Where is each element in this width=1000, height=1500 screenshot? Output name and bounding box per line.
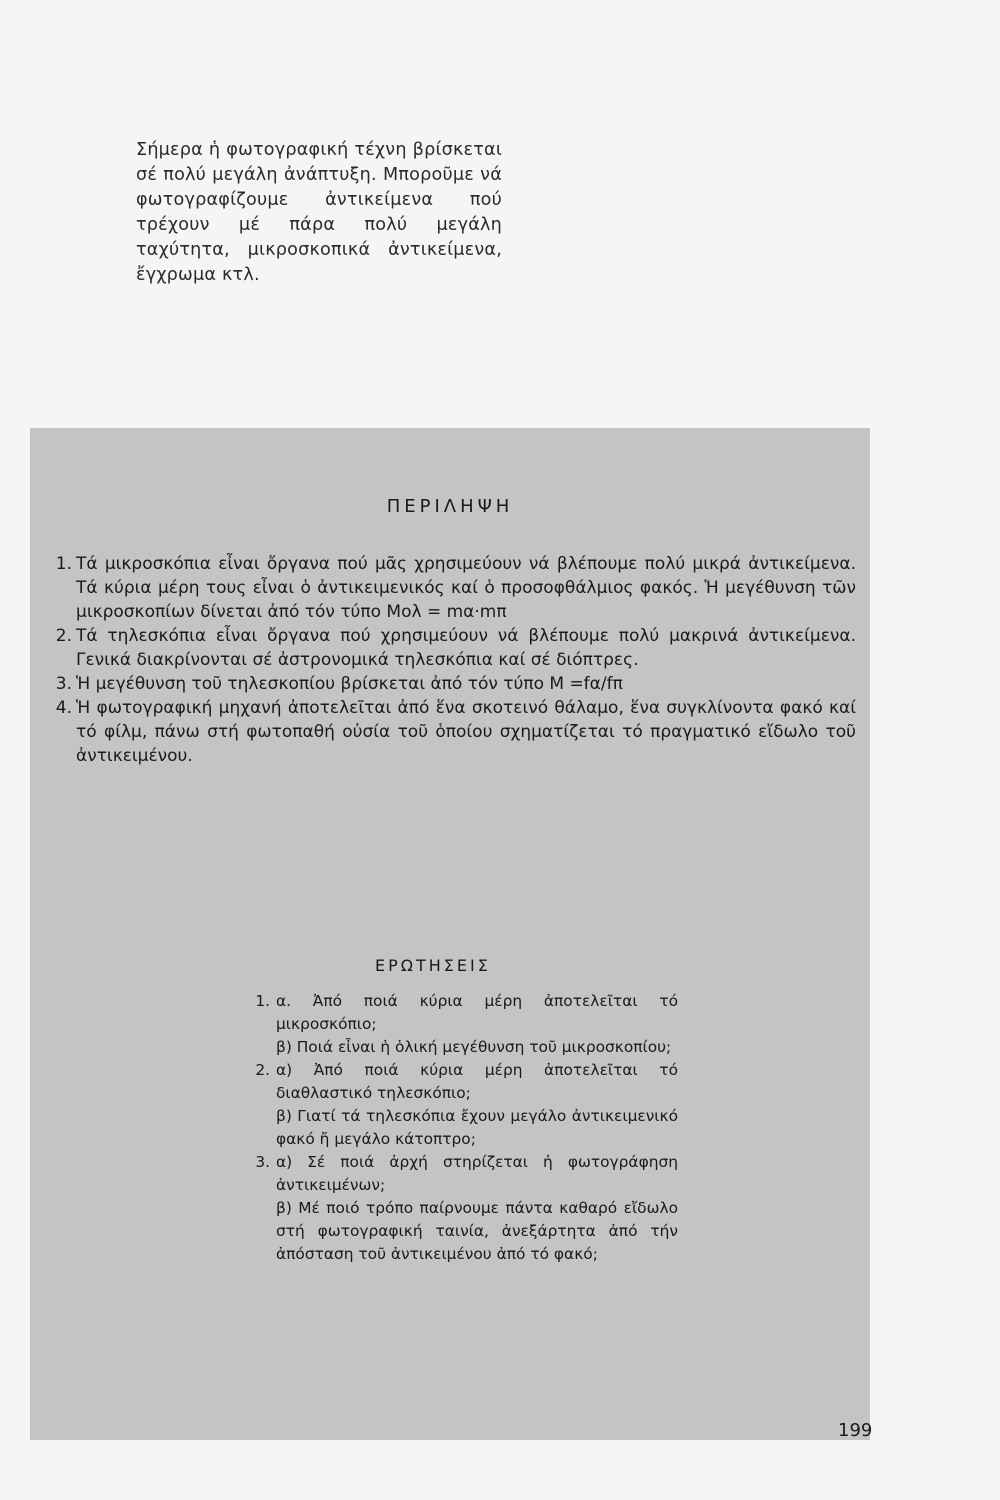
question-part-a: α. Ἀπό ποιά κύρια μέρη ἀποτελεῖται τό μικροσκόπιο;	[276, 992, 678, 1033]
summary-item-text: Ἡ φωτογραφική μηχανή ἀποτελεῖται ἀπό ἕνα σκοτεινό θάλαμο, ἕνα συγκλίνοντα φακό καί τό φίλμ, πάνω στή φωτοπαθή οὐσία τοῦ ὁποίου σχηματίζεται τό πραγματικό εἴδωλο τοῦ ἀντικειμένου.	[76, 698, 856, 766]
summary-item	[44, 696, 856, 768]
question-number: 3.	[255, 1153, 270, 1171]
questions-title: ΕΡΩΤΗΣΕΙΣ	[375, 956, 491, 975]
summary-item	[44, 672, 856, 696]
question-item	[248, 990, 678, 1059]
summary-item-number: 4.	[55, 698, 72, 718]
questions-list	[248, 990, 678, 1266]
summary-title: ΠΕΡΙΛΗΨΗ	[386, 496, 514, 517]
summary-item	[44, 624, 856, 672]
question-part-b: β) Μέ ποιό τρόπο παίρνουμε πάντα καθαρό εἴδωλο στή φωτογραφική ταινία, ἀνεξάρτητα ἀπό τήν ἀπόσταση τοῦ ἀντικειμένου ἀπό τό φακό;	[276, 1199, 678, 1263]
question-number: 2.	[255, 1061, 270, 1079]
summary-item-text: Ἡ μεγέθυνση τοῦ τηλεσκοπίου βρίσκεται ἀπό τόν τύπο M =fα/fπ	[76, 674, 623, 694]
question-item	[248, 1059, 678, 1151]
summary-item	[44, 552, 856, 624]
summary-item-text: Τά μικροσκόπια εἶναι ὄργανα πού μᾶς χρησιμεύουν νά βλέπουμε πολύ μικρά ἀντικείμενα. Τά κύρια μέρη τους εἶναι ὁ ἀντικειμενικός καί ὁ προσοφθάλμιος φακός. Ἡ μεγέθυνση τῶν μικροσκοπίων δίνεται ἀπό τόν τύπο Mολ = mα·mπ	[76, 554, 856, 622]
intro-paragraph: Σήμερα ἡ φωτογραφική τέχνη βρίσκεται σέ πολύ μεγάλη ἀνάπτυξη. Μποροῦμε νά φωτογραφίζουμε ἀντικείμενα πού τρέχουν μέ πάρα πολύ μεγάλη ταχύτητα, μικροσκοπικά ἀντικείμενα, ἔγχρωμα κτλ.	[136, 139, 502, 285]
summary-item-number: 2.	[55, 626, 72, 646]
summary-item-text: Τά τηλεσκόπια εἶναι ὄργανα πού χρησιμεύουν νά βλέπουμε πολύ μακρινά ἀντικείμενα. Γενικά διακρίνονται σέ ἀστρονομικά τηλεσκόπια καί σέ διόπτρες.	[76, 626, 856, 670]
question-part-a: α) Σέ ποιά ἀρχή στηρίζεται ἡ φωτογράφηση ἀντικειμένων;	[276, 1153, 678, 1194]
question-part-b: β) Ποιά εἶναι ἡ ὁλική μεγέθυνση τοῦ μικροσκοπίου;	[276, 1038, 672, 1056]
page-number: 199	[838, 1420, 873, 1441]
summary-box	[30, 428, 873, 1441]
summary-item-number: 3.	[55, 674, 72, 694]
summary-list	[44, 552, 856, 768]
summary-item-number: 1.	[55, 554, 72, 574]
question-part-a: α) Ἀπό ποιά κύρια μέρη ἀποτελεῖται τό διαθλαστικό τηλεσκόπιο;	[276, 1061, 678, 1102]
question-part-b: β) Γιατί τά τηλεσκόπια ἔχουν μεγάλο ἀντικειμενικό φακό ἤ μεγάλο κάτοπτρο;	[276, 1107, 678, 1148]
question-number: 1.	[255, 992, 270, 1010]
question-item	[248, 1151, 678, 1266]
